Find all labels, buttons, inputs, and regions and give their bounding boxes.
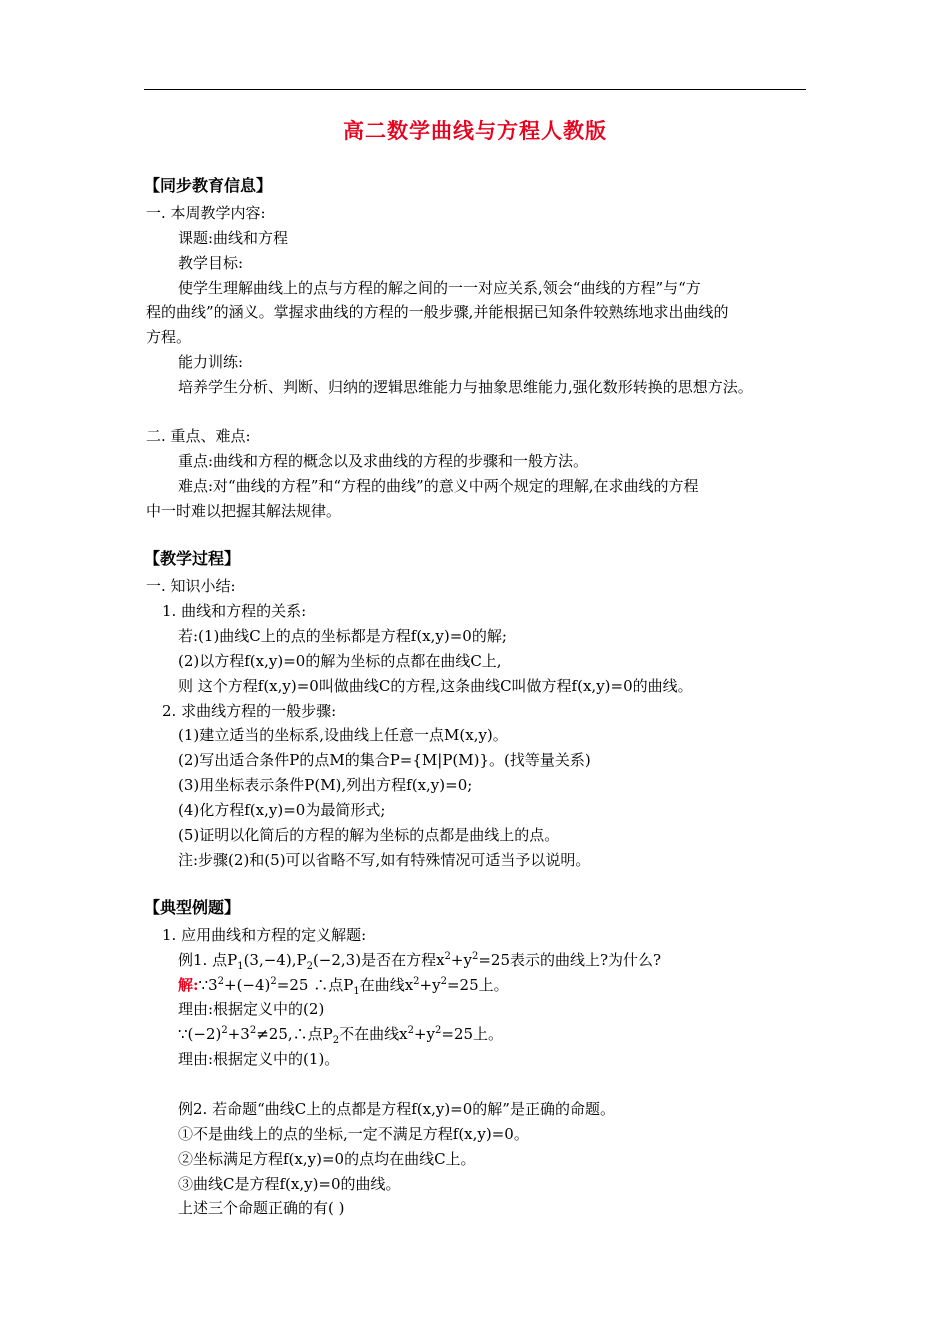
difficulty-line2: 中一时难以把握其解法规律。 — [146, 502, 342, 520]
item1-heading: 1. 曲线和方程的关系: — [162, 602, 307, 620]
example1-question: 例1. 点$P_1(3,-4),P_2(-2,3)$是否在方程$x^2+y^2=25$表示的曲线上?为什么? — [178, 951, 662, 972]
page-title: 高二数学曲线与方程人教版 — [343, 119, 607, 143]
claim-3: ③曲线C是方程f(x,y)=0的曲线。 — [178, 1175, 401, 1193]
goal-text-line3: 方程。 — [146, 328, 192, 346]
top-rule — [144, 89, 806, 90]
goal-text-line1: 使学生理解曲线上的点与方程的解之间的一一对应关系,领会“曲线的方程”与“方 — [178, 279, 701, 297]
knowledge-summary-label: 一. 知识小结: — [146, 577, 236, 595]
reason-1: 理由:根据定义中的(2) — [178, 1000, 325, 1018]
solution-label: 解: — [178, 976, 199, 994]
step-2: (2)写出适合条件P的点M的集合P={M|P(M)}。(找等量关系) — [178, 751, 591, 769]
section-heading-teaching-process: 【教学过程】 — [144, 549, 241, 568]
step-3: (3)用坐标表示条件P(M),列出方程f(x,y)=0; — [178, 776, 473, 794]
step-4: (4)化方程f(x,y)=0为最简形式; — [178, 801, 386, 819]
goal-label: 教学目标: — [178, 254, 244, 272]
topic-line: 课题:曲线和方程 — [178, 229, 289, 247]
note: 注:步骤(2)和(5)可以省略不写,如有特殊情况可适当予以说明。 — [178, 851, 591, 869]
claim-2: ②坐标满足方程f(x,y)=0的点均在曲线C上。 — [178, 1150, 476, 1168]
item2-heading: 2. 求曲线方程的一般步骤: — [162, 702, 337, 720]
condition-1: 若:(1)曲线C上的点的坐标都是方程f(x,y)=0的解; — [178, 627, 507, 645]
goal-text-line2: 程的曲线”的涵义。掌握求曲线的方程的一般步骤,并能根据已知条件较熟练地求出曲线的 — [146, 303, 729, 321]
reason-2: 理由:根据定义中的(1)。 — [178, 1050, 340, 1068]
example2-question: 例2. 若命题“曲线C上的点都是方程f(x,y)=0的解”是正确的命题。 — [178, 1100, 615, 1118]
condition-2: (2)以方程f(x,y)=0的解为坐标的点都在曲线C上, — [178, 652, 502, 670]
ability-text: 培养学生分析、判断、归纳的逻辑思维能力与抽象思维能力,强化数形转换的思想方法。 — [178, 378, 753, 396]
part2-label: 二. 重点、难点: — [146, 427, 251, 445]
part1-label: 一. 本周教学内容: — [146, 204, 266, 222]
step-5: (5)证明以化简后的方程的解为坐标的点都是曲线上的点。 — [178, 826, 560, 844]
step-1: (1)建立适当的坐标系,设曲线上任意一点M(x,y)。 — [178, 726, 508, 744]
key-point: 重点:曲线和方程的概念以及求曲线的方程的步骤和一般方法。 — [178, 452, 589, 470]
claim-1: ①不是曲线上的点的坐标,一定不满足方程f(x,y)=0。 — [178, 1125, 529, 1143]
conclusion: 则 这个方程f(x,y)=0叫做曲线C的方程,这条曲线C叫做方程f(x,y)=0的曲线。 — [178, 677, 693, 695]
ability-label: 能力训练: — [178, 353, 244, 371]
example1-solution-2: $\because(-2)^2+3^2\ne 25,\therefore$点$P_2$不在曲线$x^2+y^2=25$上。 — [178, 1025, 504, 1046]
example1-solution: 解$:\because 3^2+(-4)^2=25$ ∴点$P_1$在曲线$x^2+y^2=25$上。 — [178, 976, 509, 997]
section-heading-examples: 【典型例题】 — [144, 898, 241, 917]
difficulty-line1: 难点:对“曲线的方程”和“方程的曲线”的意义中两个规定的理解,在求曲线的方程 — [178, 477, 699, 495]
choice-prompt: 上述三个命题正确的有( ) — [178, 1199, 345, 1217]
section-heading-sync-info: 【同步教育信息】 — [144, 176, 273, 195]
example-item1-heading: 1. 应用曲线和方程的定义解题: — [162, 926, 367, 944]
